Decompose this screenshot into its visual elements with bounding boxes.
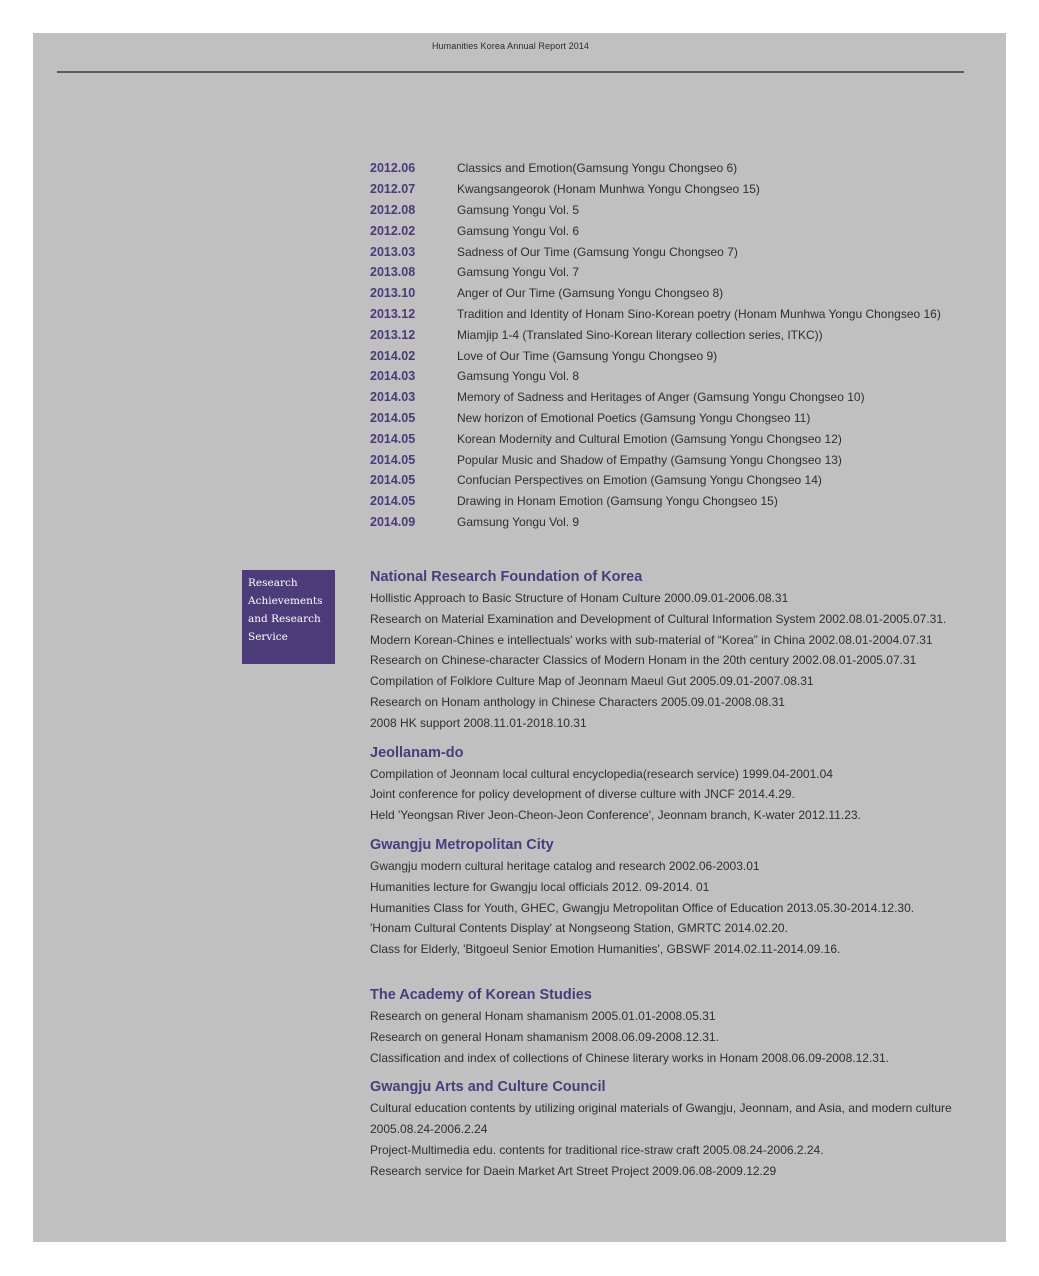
publication-date: 2013.12 xyxy=(370,306,416,321)
publication-row xyxy=(370,220,990,241)
section-heading: Jeollanam-do xyxy=(370,744,464,761)
publication-title: Sadness of Our Time (Gamsung Yongu Chongseo 7) xyxy=(457,244,738,259)
publication-date: 2013.08 xyxy=(370,265,416,280)
publication-date: 2014.05 xyxy=(370,473,416,488)
publication-title: Popular Music and Shadow of Empathy (Gamsung Yongu Chongseo 13) xyxy=(457,452,842,467)
list-item: Compilation of Folklore Culture Map of Jeonnam Maeul Gut 2005.09.01-2007.08.31 xyxy=(370,674,814,689)
list-item: Compilation of Jeonnam local cultural encyclopedia(research service) 1999.04-2001.04 xyxy=(370,766,833,781)
publication-title: Kwangsangeorok (Honam Munhwa Yongu Chongseo 15) xyxy=(457,182,760,197)
section-gwangju-arts xyxy=(370,1076,990,1181)
publication-title: Love of Our Time (Gamsung Yongu Chongseo 9) xyxy=(457,348,718,363)
section-gwangju-city xyxy=(370,834,990,960)
list-item: Hollistic Approach to Basic Structure of Honam Culture 2000.09.01-2006.08.31 xyxy=(370,591,789,605)
section-heading: Gwangju Arts and Culture Council xyxy=(370,1079,606,1096)
research-sections xyxy=(370,566,990,1182)
section-heading: Gwangju Metropolitan City xyxy=(370,836,554,853)
publication-title: Gamsung Yongu Vol. 9 xyxy=(457,514,580,529)
publication-title: Gamsung Yongu Vol. 8 xyxy=(457,369,580,384)
publication-title: Korean Modernity and Cultural Emotion (Gamsung Yongu Chongseo 12) xyxy=(457,431,842,446)
publication-list xyxy=(370,158,990,532)
list-item: Class for Elderly, 'Bitgoeul Senior Emotion Humanities', GBSWF 2014.02.11-2014.09.16. xyxy=(370,942,841,957)
publication-title: Gamsung Yongu Vol. 7 xyxy=(457,265,580,280)
publication-date: 2014.05 xyxy=(370,494,416,509)
publication-row xyxy=(370,304,990,325)
publication-row xyxy=(370,428,990,449)
list-item: Research on Honam anthology in Chinese Characters 2005.09.01-2008.08.31 xyxy=(370,694,785,709)
list-item: Cultural education contents by utilizing original materials of Gwangju, Jeonnam, and Asia, and modern culture 2005.08.24-2006.2.24 xyxy=(370,1101,952,1137)
publication-row xyxy=(370,324,990,345)
publication-date: 2014.03 xyxy=(370,390,416,405)
publication-row xyxy=(370,449,990,470)
section-nrf xyxy=(370,566,990,734)
publication-row xyxy=(370,387,990,408)
publication-row xyxy=(370,345,990,366)
publication-row xyxy=(370,491,990,512)
publication-date: 2014.05 xyxy=(370,410,416,425)
publication-title: Gamsung Yongu Vol. 6 xyxy=(457,223,580,238)
section-heading: The Academy of Korean Studies xyxy=(370,986,592,1003)
publication-date: 2014.05 xyxy=(370,431,416,446)
publication-title: Classics and Emotion(Gamsung Yongu Chongseo 6) xyxy=(457,161,738,176)
list-item: Research service for Daein Market Art Street Project 2009.06.08-2009.12.29 xyxy=(370,1163,777,1178)
publication-date: 2012.07 xyxy=(370,182,416,197)
publication-title: Drawing in Honam Emotion (Gamsung Yongu Chongseo 15) xyxy=(457,494,778,509)
publication-date: 2012.08 xyxy=(370,202,416,217)
section-heading: National Research Foundation of Korea xyxy=(370,569,643,585)
publication-title: Anger of Our Time (Gamsung Yongu Chongseo 8) xyxy=(457,286,724,301)
publication-row xyxy=(370,283,990,304)
publication-date: 2014.02 xyxy=(370,348,416,363)
list-item: Modern Korean-Chines e intellectuals' works with sub-material of “Korea” in China 2002.08.01-2004.07.31 xyxy=(370,632,933,647)
publication-date: 2012.06 xyxy=(370,161,416,176)
section-aks xyxy=(370,984,990,1068)
publication-row xyxy=(370,408,990,429)
publication-row xyxy=(370,158,990,179)
list-item: Gwangju modern cultural heritage catalog and research 2002.06-2003.01 xyxy=(370,858,760,873)
publication-date: 2014.05 xyxy=(370,452,416,467)
list-item: Research on Material Examination and Development of Cultural Information System 2002.08.01-2005.07.31. xyxy=(370,611,947,626)
list-item: 2008 HK support 2008.11.01-2018.10.31 xyxy=(370,715,587,730)
section-jeollanam xyxy=(370,742,990,826)
publication-date: 2013.12 xyxy=(370,327,416,342)
publication-row xyxy=(370,200,990,221)
list-item: Research on general Honam shamanism 2005.01.01-2008.05.31 xyxy=(370,1008,716,1023)
list-item: Research on general Honam shamanism 2008.06.09-2008.12.31. xyxy=(370,1029,719,1044)
publication-title: New horizon of Emotional Poetics (Gamsung Yongu Chongseo 11) xyxy=(457,410,811,425)
list-item: 'Honam Cultural Contents Display' at Nongseong Station, GMRTC 2014.02.20. xyxy=(370,921,788,936)
publication-date: 2013.10 xyxy=(370,286,416,301)
publication-row xyxy=(370,512,990,533)
section-label: Research Achievements and Research Service xyxy=(248,577,323,643)
publication-title: Confucian Perspectives on Emotion (Gamsung Yongu Chongseo 14) xyxy=(457,473,822,488)
report-page xyxy=(33,33,1006,1242)
publication-date: 2014.03 xyxy=(370,369,416,384)
publication-date: 2014.09 xyxy=(370,514,416,529)
spacer xyxy=(370,826,990,834)
publication-row xyxy=(370,470,990,491)
list-item: Humanities lecture for Gwangju local officials 2012. 09-2014. 01 xyxy=(370,879,710,894)
running-header: Humanities Korea Annual Report 2014 xyxy=(431,41,590,51)
publication-title: Miamjip 1-4 (Translated Sino-Korean literary collection series, ITKC)) xyxy=(457,327,823,342)
publication-row xyxy=(370,262,990,283)
section-label-box xyxy=(242,570,335,664)
list-item: Held 'Yeongsan River Jeon-Cheon-Jeon Conference', Jeonnam branch, K-water 2012.11.23. xyxy=(370,808,861,823)
header-rule xyxy=(57,71,964,73)
publication-date: 2012.02 xyxy=(370,223,416,238)
spacer xyxy=(370,960,990,984)
spacer xyxy=(370,1068,990,1076)
list-item: Humanities Class for Youth, GHEC, Gwangju Metropolitan Office of Education 2013.05.30-2014.12.30. xyxy=(370,900,915,915)
publication-row xyxy=(370,179,990,200)
list-item: Joint conference for policy development of diverse culture with JNCF 2014.4.29. xyxy=(370,787,795,802)
list-item: Research on Chinese-character Classics of Modern Honam in the 20th century 2002.08.01-2005.07.31 xyxy=(370,653,917,668)
publication-date: 2013.03 xyxy=(370,244,416,259)
publication-title: Gamsung Yongu Vol. 5 xyxy=(457,202,580,217)
list-item: Project-Multimedia edu. contents for traditional rice-straw craft 2005.08.24-2006.2.24. xyxy=(370,1142,824,1157)
publication-title: Memory of Sadness and Heritages of Anger (Gamsung Yongu Chongseo 10) xyxy=(457,390,865,405)
publication-row xyxy=(370,366,990,387)
publication-title: Tradition and Identity of Honam Sino-Korean poetry (Honam Munhwa Yongu Chongseo 16) xyxy=(457,306,941,321)
spacer xyxy=(370,734,990,742)
publication-row xyxy=(370,241,990,262)
list-item: Classification and index of collections of Chinese literary works in Honam 2008.06.09-2008.12.31. xyxy=(370,1050,889,1065)
